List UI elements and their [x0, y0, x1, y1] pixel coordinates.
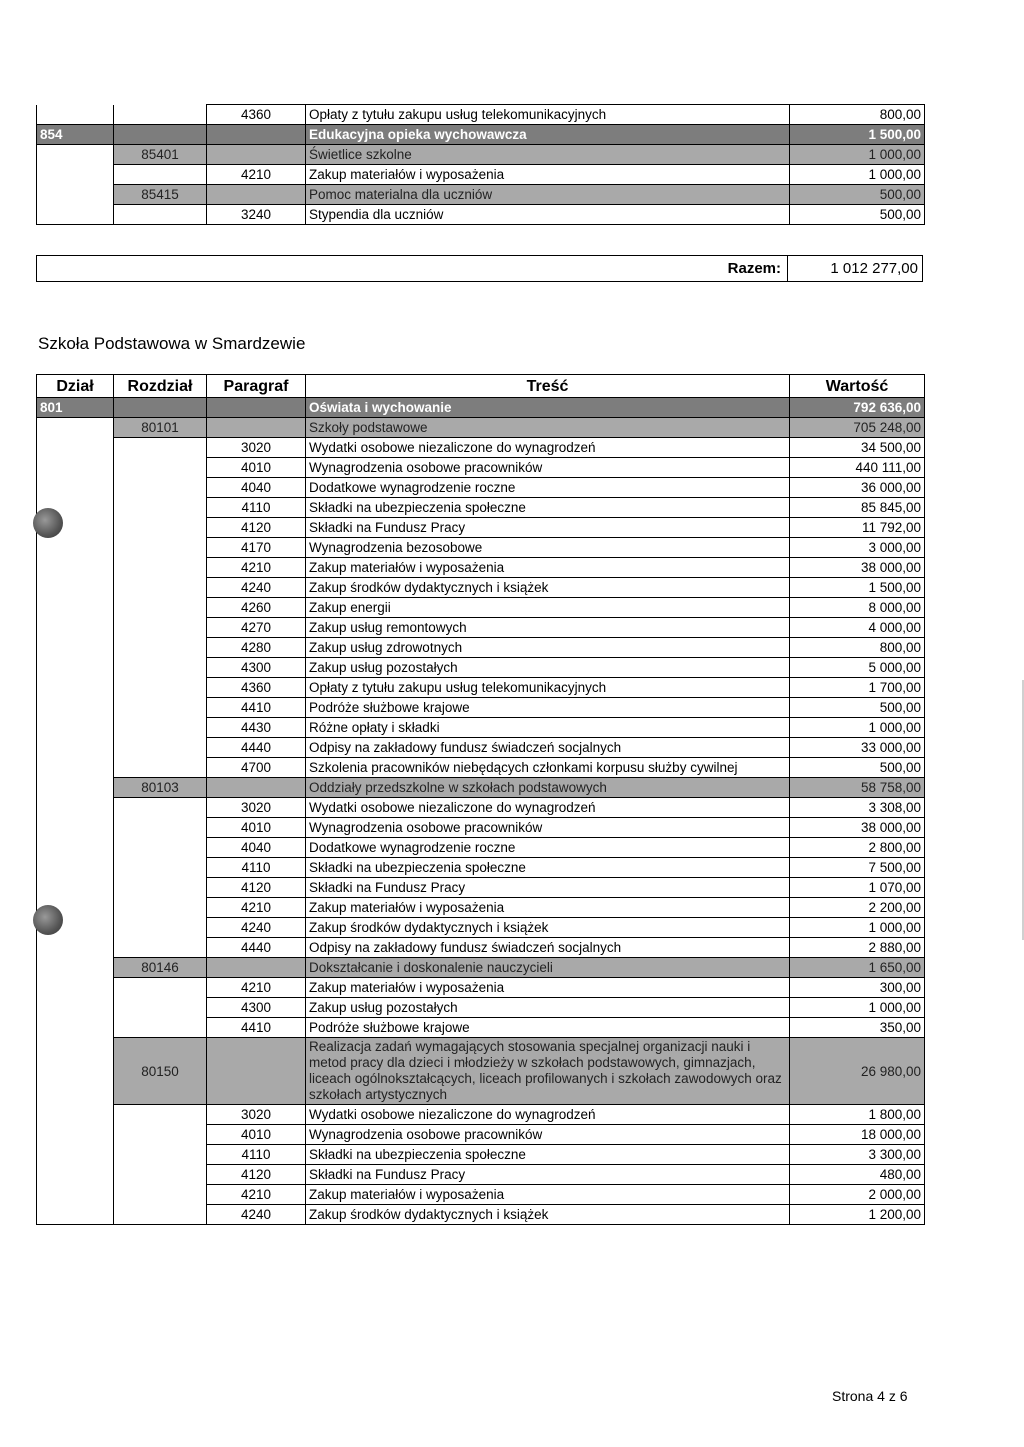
tresc-cell: Zakup środków dydaktycznych i książek [306, 1205, 790, 1225]
tresc-cell: Dodatkowe wynagrodzenie roczne [306, 838, 790, 858]
tresc-cell: Wynagrodzenia osobowe pracowników [306, 458, 790, 478]
wartosc-cell: 4 000,00 [790, 618, 925, 638]
wartosc-cell: 500,00 [790, 185, 925, 205]
paragraf-cell: 4440 [207, 938, 306, 958]
paragraf-cell [207, 1038, 306, 1105]
paragraf-cell: 3020 [207, 438, 306, 458]
paragraf-row [37, 1018, 925, 1038]
paragraf-row [37, 165, 925, 185]
header-paragraf: Paragraf [207, 375, 306, 398]
dzial-cell [37, 558, 114, 578]
dzial-cell [37, 658, 114, 678]
rozdzial-cell [114, 678, 207, 698]
tresc-cell: Składki na Fundusz Pracy [306, 1165, 790, 1185]
wartosc-cell: 85 845,00 [790, 498, 925, 518]
wartosc-cell: 480,00 [790, 1165, 925, 1185]
section-title: Szkoła Podstawowa w Smardzewie [38, 334, 306, 353]
total-row [36, 255, 923, 282]
rozdzial-cell [114, 618, 207, 638]
dzial-cell [37, 638, 114, 658]
paragraf-row [37, 818, 925, 838]
paragraf-cell: 4110 [207, 1145, 306, 1165]
tresc-cell: Edukacyjna opieka wychowawcza [306, 125, 790, 145]
rozdzial-cell [114, 738, 207, 758]
dzial-cell [37, 1018, 114, 1038]
rozdzial-row [37, 1038, 925, 1105]
paragraf-row [37, 1205, 925, 1225]
wartosc-cell: 1 000,00 [790, 165, 925, 185]
paragraf-row [37, 478, 925, 498]
dzial-cell [37, 858, 114, 878]
wartosc-cell: 440 111,00 [790, 458, 925, 478]
tresc-cell: Wynagrodzenia bezosobowe [306, 538, 790, 558]
tresc-cell: Realizacja zadań wymagających stosowania specjalnej organizacji nauki i metod pracy dla dzieci i młodzieży w szkołach podstawowych, gimnazjach, liceach ogólnokształcących, liceach profilowanych i szkołach zawodowych oraz szkołach artystycznych [306, 1038, 790, 1105]
tresc-cell: Opłaty z tytułu zakupu usług telekomunikacyjnych [306, 105, 790, 125]
dzial-cell [37, 878, 114, 898]
dzial-cell [37, 538, 114, 558]
paragraf-cell: 4280 [207, 638, 306, 658]
rozdzial-cell [114, 658, 207, 678]
dzial-cell [37, 718, 114, 738]
rozdzial-cell [114, 758, 207, 778]
paragraf-row [37, 1105, 925, 1125]
paragraf-row [37, 918, 925, 938]
tresc-cell: Opłaty z tytułu zakupu usług telekomunikacyjnych [306, 678, 790, 698]
wartosc-cell: 800,00 [790, 638, 925, 658]
paragraf-row [37, 598, 925, 618]
rozdzial-cell: 80103 [114, 778, 207, 798]
paragraf-cell: 4260 [207, 598, 306, 618]
wartosc-cell: 38 000,00 [790, 558, 925, 578]
rozdzial-cell [114, 938, 207, 958]
paragraf-cell: 4040 [207, 478, 306, 498]
wartosc-cell: 300,00 [790, 978, 925, 998]
wartosc-cell: 58 758,00 [790, 778, 925, 798]
rozdzial-cell [114, 598, 207, 618]
tresc-cell: Zakup energii [306, 598, 790, 618]
paragraf-cell: 4010 [207, 818, 306, 838]
wartosc-cell: 350,00 [790, 1018, 925, 1038]
paragraf-cell: 4210 [207, 898, 306, 918]
paragraf-row [37, 978, 925, 998]
paragraf-cell [207, 185, 306, 205]
rozdzial-cell [114, 558, 207, 578]
paragraf-row [37, 798, 925, 818]
paragraf-row [37, 1145, 925, 1165]
wartosc-cell: 3 308,00 [790, 798, 925, 818]
dzial-cell: 854 [37, 125, 114, 145]
dzial-cell [37, 1125, 114, 1145]
paragraf-cell [207, 398, 306, 418]
rozdzial-cell [114, 1125, 207, 1145]
wartosc-cell: 1 500,00 [790, 125, 925, 145]
paragraf-row [37, 718, 925, 738]
dzial-cell [37, 438, 114, 458]
rozdzial-cell [114, 838, 207, 858]
wartosc-cell: 26 980,00 [790, 1038, 925, 1105]
rozdzial-cell [114, 818, 207, 838]
dzial-cell [37, 1165, 114, 1185]
total-label: Razem: [728, 256, 788, 281]
tresc-cell: Zakup usług zdrowotnych [306, 638, 790, 658]
rozdzial-cell [114, 105, 207, 125]
tresc-cell: Świetlice szkolne [306, 145, 790, 165]
paragraf-cell: 4210 [207, 558, 306, 578]
tresc-cell: Oddziały przedszkolne w szkołach podstawowych [306, 778, 790, 798]
total-value: 1 012 277,00 [830, 260, 918, 277]
wartosc-cell: 1 700,00 [790, 678, 925, 698]
rozdzial-cell [114, 498, 207, 518]
wartosc-cell: 1 650,00 [790, 958, 925, 978]
paragraf-cell [207, 958, 306, 978]
paragraf-row [37, 578, 925, 598]
rozdzial-cell [114, 718, 207, 738]
wartosc-cell: 36 000,00 [790, 478, 925, 498]
tresc-cell: Dodatkowe wynagrodzenie roczne [306, 478, 790, 498]
paragraf-cell: 4240 [207, 1205, 306, 1225]
dzial-cell [37, 778, 114, 798]
wartosc-cell: 792 636,00 [790, 398, 925, 418]
dzial-cell [37, 958, 114, 978]
paragraf-cell: 3020 [207, 1105, 306, 1125]
dzial-cell [37, 145, 114, 165]
dzial-cell [37, 818, 114, 838]
tresc-cell: Zakup materiałów i wyposażenia [306, 978, 790, 998]
dzial-cell [37, 418, 114, 438]
wartosc-cell: 1 000,00 [790, 918, 925, 938]
paragraf-row [37, 698, 925, 718]
dzial-cell [37, 798, 114, 818]
header-dzial: Dział [37, 375, 114, 398]
tresc-cell: Oświata i wychowanie [306, 398, 790, 418]
dzial-cell [37, 998, 114, 1018]
wartosc-cell: 2 200,00 [790, 898, 925, 918]
tresc-cell: Zakup usług remontowych [306, 618, 790, 638]
rozdzial-cell [114, 1018, 207, 1038]
paragraf-row [37, 105, 925, 125]
tresc-cell: Składki na ubezpieczenia społeczne [306, 1145, 790, 1165]
rozdzial-cell [114, 1105, 207, 1125]
paragraf-row [37, 878, 925, 898]
dzial-cell [37, 165, 114, 185]
tresc-cell: Wydatki osobowe niezaliczone do wynagrodzeń [306, 438, 790, 458]
tresc-cell: Odpisy na zakładowy fundusz świadczeń socjalnych [306, 738, 790, 758]
tresc-cell: Pomoc materialna dla uczniów [306, 185, 790, 205]
tresc-cell: Zakup środków dydaktycznych i książek [306, 578, 790, 598]
wartosc-cell: 1 000,00 [790, 998, 925, 1018]
paragraf-cell [207, 778, 306, 798]
dzial-cell [37, 1038, 114, 1105]
dzial-cell [37, 478, 114, 498]
tresc-cell: Zakup usług pozostałych [306, 658, 790, 678]
tresc-cell: Zakup usług pozostałych [306, 998, 790, 1018]
tresc-cell: Zakup materiałów i wyposażenia [306, 1185, 790, 1205]
paragraf-row [37, 838, 925, 858]
rozdzial-cell [114, 125, 207, 145]
tresc-cell: Wynagrodzenia osobowe pracowników [306, 818, 790, 838]
rozdzial-cell: 80101 [114, 418, 207, 438]
dzial-cell [37, 1205, 114, 1225]
rozdzial-cell [114, 165, 207, 185]
paragraf-row [37, 638, 925, 658]
tresc-cell: Odpisy na zakładowy fundusz świadczeń socjalnych [306, 938, 790, 958]
tresc-cell: Składki na Fundusz Pracy [306, 518, 790, 538]
dzial-cell [37, 938, 114, 958]
dzial-cell [37, 578, 114, 598]
dzial-row [37, 398, 925, 418]
dzial-cell [37, 698, 114, 718]
rozdzial-cell: 85401 [114, 145, 207, 165]
tresc-cell: Szkolenia pracowników niebędących członkami korpusu służby cywilnej [306, 758, 790, 778]
wartosc-cell: 500,00 [790, 698, 925, 718]
paragraf-cell: 4360 [207, 678, 306, 698]
wartosc-cell: 11 792,00 [790, 518, 925, 538]
rozdzial-cell [114, 798, 207, 818]
wartosc-cell: 1 500,00 [790, 578, 925, 598]
paragraf-cell: 4120 [207, 518, 306, 538]
rozdzial-cell [114, 918, 207, 938]
paragraf-row [37, 658, 925, 678]
tresc-cell: Podróże służbowe krajowe [306, 698, 790, 718]
rozdzial-row [37, 185, 925, 205]
paragraf-row [37, 898, 925, 918]
paragraf-cell: 4440 [207, 738, 306, 758]
wartosc-cell: 2 800,00 [790, 838, 925, 858]
paragraf-row [37, 438, 925, 458]
paragraf-row [37, 858, 925, 878]
wartosc-cell: 1 000,00 [790, 145, 925, 165]
rozdzial-cell [114, 205, 207, 225]
tresc-cell: Zakup materiałów i wyposażenia [306, 898, 790, 918]
dzial-cell [37, 758, 114, 778]
wartosc-cell: 1 200,00 [790, 1205, 925, 1225]
rozdzial-cell [114, 478, 207, 498]
rozdzial-cell [114, 858, 207, 878]
tresc-cell: Wydatki osobowe niezaliczone do wynagrodzeń [306, 798, 790, 818]
rozdzial-cell [114, 1185, 207, 1205]
paragraf-cell: 4410 [207, 698, 306, 718]
rozdzial-cell [114, 878, 207, 898]
dzial-cell [37, 618, 114, 638]
paragraf-row [37, 1125, 925, 1145]
paragraf-row [37, 738, 925, 758]
wartosc-cell: 800,00 [790, 105, 925, 125]
paragraf-cell: 4170 [207, 538, 306, 558]
paragraf-row [37, 558, 925, 578]
wartosc-cell: 500,00 [790, 205, 925, 225]
paragraf-row [37, 1185, 925, 1205]
dzial-cell [37, 978, 114, 998]
tresc-cell: Szkoły podstawowe [306, 418, 790, 438]
wartosc-cell: 8 000,00 [790, 598, 925, 618]
wartosc-cell: 705 248,00 [790, 418, 925, 438]
paragraf-cell: 4110 [207, 858, 306, 878]
wartosc-cell: 3 000,00 [790, 538, 925, 558]
rozdzial-cell [114, 998, 207, 1018]
rozdzial-cell [114, 538, 207, 558]
paragraf-row [37, 618, 925, 638]
budget-table [36, 374, 925, 1225]
paragraf-cell: 3240 [207, 205, 306, 225]
rozdzial-cell [114, 438, 207, 458]
wartosc-cell: 33 000,00 [790, 738, 925, 758]
rozdzial-row [37, 958, 925, 978]
dzial-cell [37, 458, 114, 478]
paragraf-cell: 4270 [207, 618, 306, 638]
dzial-cell [37, 738, 114, 758]
paragraf-cell: 4430 [207, 718, 306, 738]
dzial-cell [37, 105, 114, 125]
tresc-cell: Wydatki osobowe niezaliczone do wynagrodzeń [306, 1105, 790, 1125]
wartosc-cell: 500,00 [790, 758, 925, 778]
rozdzial-cell: 80146 [114, 958, 207, 978]
paragraf-cell: 4010 [207, 1125, 306, 1145]
header-tresc: Treść [306, 375, 790, 398]
rozdzial-cell [114, 458, 207, 478]
rozdzial-cell [114, 1145, 207, 1165]
paragraf-cell: 4210 [207, 165, 306, 185]
tresc-cell: Zakup materiałów i wyposażenia [306, 165, 790, 185]
paragraf-cell: 4120 [207, 878, 306, 898]
rozdzial-row [37, 418, 925, 438]
dzial-cell [37, 1105, 114, 1125]
rozdzial-cell: 85415 [114, 185, 207, 205]
header-wartosc: Wartość [790, 375, 925, 398]
rozdzial-cell [114, 898, 207, 918]
paragraf-cell: 4010 [207, 458, 306, 478]
paragraf-cell: 4300 [207, 658, 306, 678]
paragraf-row [37, 678, 925, 698]
budget-table-continued-body [37, 105, 925, 225]
rozdzial-cell [114, 578, 207, 598]
dzial-cell: 801 [37, 398, 114, 418]
wartosc-cell: 1 070,00 [790, 878, 925, 898]
dzial-cell [37, 1145, 114, 1165]
paragraf-row [37, 1165, 925, 1185]
paragraf-cell: 4300 [207, 998, 306, 1018]
paragraf-row [37, 758, 925, 778]
paragraf-cell: 4040 [207, 838, 306, 858]
wartosc-cell: 1 800,00 [790, 1105, 925, 1125]
tresc-cell: Dokształcanie i doskonalenie nauczycieli [306, 958, 790, 978]
dzial-cell [37, 1185, 114, 1205]
paragraf-row [37, 205, 925, 225]
paragraf-row [37, 538, 925, 558]
paragraf-cell [207, 125, 306, 145]
paragraf-cell: 4210 [207, 978, 306, 998]
tresc-cell: Zakup środków dydaktycznych i książek [306, 918, 790, 938]
dzial-cell [37, 678, 114, 698]
paragraf-cell: 4240 [207, 918, 306, 938]
wartosc-cell: 1 000,00 [790, 718, 925, 738]
paragraf-cell: 4360 [207, 105, 306, 125]
tresc-cell: Różne opłaty i składki [306, 718, 790, 738]
punch-hole-mark [33, 905, 63, 935]
wartosc-cell: 3 300,00 [790, 1145, 925, 1165]
page-number: Strona 4 z 6 [832, 1388, 908, 1404]
dzial-cell [37, 838, 114, 858]
dzial-cell [37, 598, 114, 618]
paragraf-cell: 4210 [207, 1185, 306, 1205]
wartosc-cell: 38 000,00 [790, 818, 925, 838]
tresc-cell: Zakup materiałów i wyposażenia [306, 558, 790, 578]
paragraf-row [37, 518, 925, 538]
budget-table-body [37, 398, 925, 1225]
rozdzial-cell: 80150 [114, 1038, 207, 1105]
tresc-cell: Składki na ubezpieczenia społeczne [306, 858, 790, 878]
budget-table-continued [36, 104, 925, 225]
tresc-cell: Stypendia dla uczniów [306, 205, 790, 225]
rozdzial-row [37, 145, 925, 165]
punch-hole-mark [33, 508, 63, 538]
wartosc-cell: 2 880,00 [790, 938, 925, 958]
tresc-cell: Wynagrodzenia osobowe pracowników [306, 1125, 790, 1145]
paragraf-cell: 3020 [207, 798, 306, 818]
dzial-cell [37, 185, 114, 205]
paragraf-row [37, 998, 925, 1018]
header-row [37, 375, 925, 398]
tresc-cell: Podróże służbowe krajowe [306, 1018, 790, 1038]
rozdzial-cell [114, 398, 207, 418]
wartosc-cell: 5 000,00 [790, 658, 925, 678]
paragraf-cell [207, 418, 306, 438]
tresc-cell: Składki na ubezpieczenia społeczne [306, 498, 790, 518]
rozdzial-cell [114, 978, 207, 998]
rozdzial-cell [114, 698, 207, 718]
wartosc-cell: 18 000,00 [790, 1125, 925, 1145]
paragraf-row [37, 938, 925, 958]
paragraf-cell: 4110 [207, 498, 306, 518]
wartosc-cell: 2 000,00 [790, 1185, 925, 1205]
rozdzial-row [37, 778, 925, 798]
rozdzial-cell [114, 1205, 207, 1225]
paragraf-cell [207, 145, 306, 165]
paragraf-cell: 4240 [207, 578, 306, 598]
header-rozdzial: Rozdział [114, 375, 207, 398]
dzial-cell [37, 205, 114, 225]
paragraf-cell: 4120 [207, 1165, 306, 1185]
paragraf-row [37, 458, 925, 478]
wartosc-cell: 34 500,00 [790, 438, 925, 458]
paragraf-cell: 4700 [207, 758, 306, 778]
wartosc-cell: 7 500,00 [790, 858, 925, 878]
paragraf-row [37, 498, 925, 518]
rozdzial-cell [114, 1165, 207, 1185]
rozdzial-cell [114, 518, 207, 538]
rozdzial-cell [114, 638, 207, 658]
dzial-row [37, 125, 925, 145]
paragraf-cell: 4410 [207, 1018, 306, 1038]
tresc-cell: Składki na Fundusz Pracy [306, 878, 790, 898]
